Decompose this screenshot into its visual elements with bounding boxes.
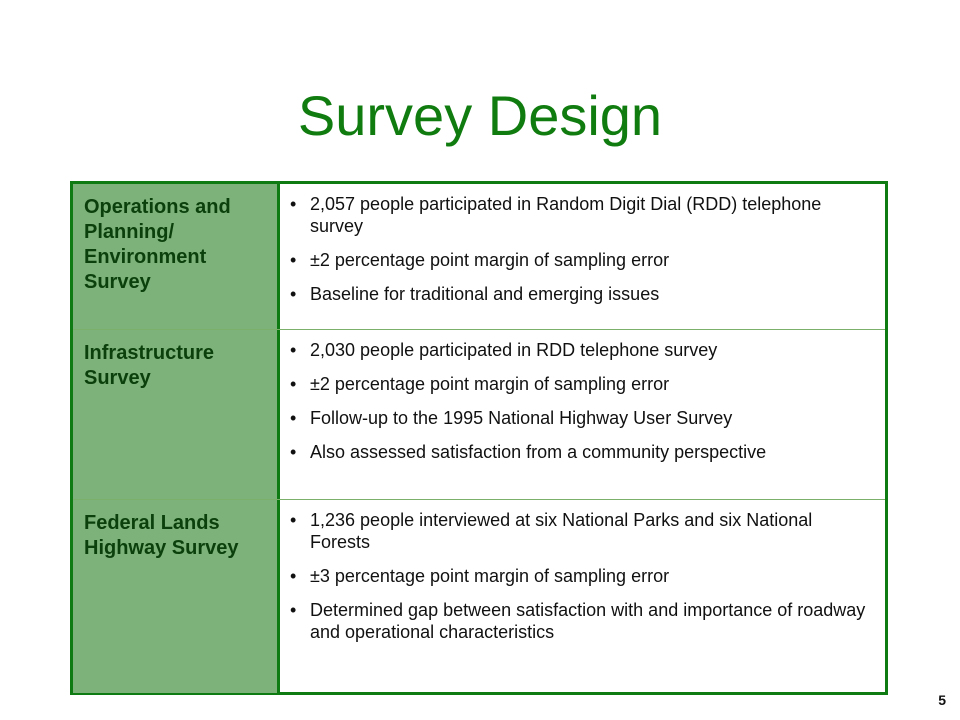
bullet-text: Also assessed satisfaction from a community perspective [310,442,767,462]
bullet-text: ±2 percentage point margin of sampling error [310,374,670,394]
bullet-text: ±2 percentage point margin of sampling error [310,250,670,270]
bullet-text: 2,057 people participated in Random Digit Dial (RDD) telephone survey [310,194,822,236]
list-item [290,373,875,395]
list-item [290,599,875,643]
list-item [290,441,875,463]
bullet-icon: • [290,194,297,214]
bullet-icon: • [290,566,297,586]
row-content [280,184,885,329]
page-number: 5 [938,692,946,708]
row-content [280,330,885,500]
row-label: Infrastructure Survey [73,330,280,500]
bullet-icon: • [290,284,297,304]
bullet-icon: • [290,374,297,394]
row-label: Operations and Planning/ Environment Survey [73,184,280,329]
table-row [73,499,885,693]
table-row [73,184,885,329]
row-content [280,500,885,693]
list-item [290,193,875,237]
bullet-icon: • [290,340,297,360]
bullet-text: Determined gap between satisfaction with and importance of roadway and operational characteristics [310,600,866,642]
list-item [290,509,875,553]
list-item [290,407,875,429]
bullet-icon: • [290,250,297,270]
bullet-text: Follow-up to the 1995 National Highway User Survey [310,408,733,428]
bullet-text: Baseline for traditional and emerging issues [310,284,660,304]
list-item [290,249,875,271]
row-label: Federal Lands Highway Survey [73,500,280,693]
slide-title: Survey Design [297,84,663,147]
bullet-text: ±3 percentage point margin of sampling error [310,566,670,586]
bullet-icon: • [290,442,297,462]
list-item [290,339,875,361]
bullet-icon: • [290,600,297,620]
list-item [290,283,875,305]
survey-table [70,181,888,695]
bullet-icon: • [290,510,297,530]
table-row [73,329,885,500]
bullet-text: 1,236 people interviewed at six National Parks and six National Forests [310,510,813,552]
list-item [290,565,875,587]
bullet-icon: • [290,408,297,428]
bullet-text: 2,030 people participated in RDD telephone survey [310,340,718,360]
